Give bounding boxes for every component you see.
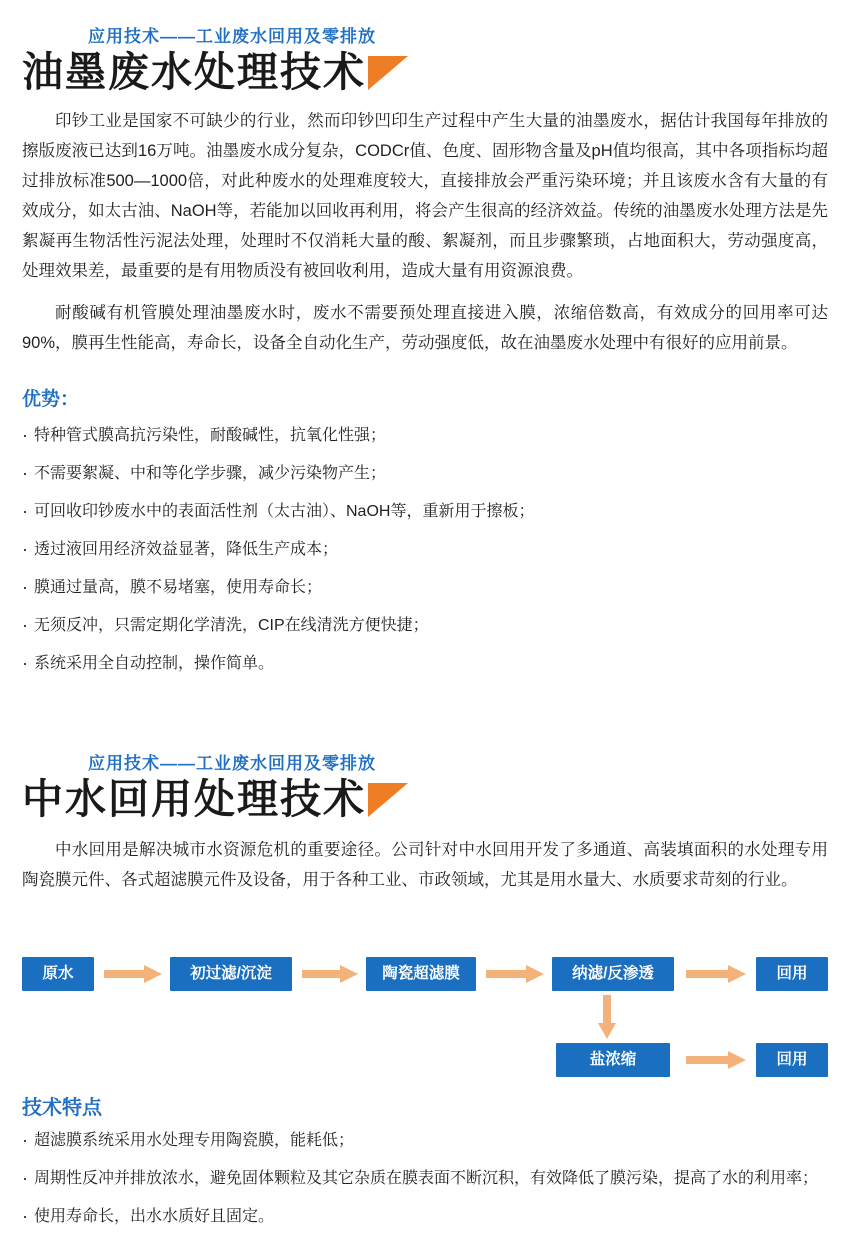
flow-arrow-icon	[104, 965, 162, 983]
advantages-heading: 优势：	[22, 389, 80, 411]
flow-node-reuse-2: 回用	[756, 1043, 828, 1077]
triangle-accent-icon	[368, 783, 408, 817]
flow-arrow-icon	[486, 965, 544, 983]
list-item: · 周期性反冲并排放浓水，避免固体颗粒及其它杂质在膜表面不断沉积，有效降低了膜污染，提高了水的利用率；	[22, 1160, 828, 1198]
flow-node-raw-water: 原水	[22, 957, 94, 991]
page-title: 油墨废水处理技术	[22, 49, 366, 95]
flow-node-ceramic-uf: 陶瓷超滤膜	[366, 957, 476, 991]
list-item: · 超滤膜系统采用水处理专用陶瓷膜，能耗低；	[22, 1122, 828, 1160]
list-item: · 使用寿命长，出水水质好且固定。	[22, 1198, 828, 1236]
triangle-accent-icon	[368, 56, 408, 90]
section-body	[22, 106, 828, 358]
flow-arrow-icon	[302, 965, 358, 983]
flow-arrow-down-icon	[598, 995, 616, 1013]
list-item: · 可回收印钞废水中的表面活性剂（太古油）、NaOH等，重新用于擦板；	[22, 493, 828, 531]
paragraph: 中水回用是解决城市水资源危机的重要途径。公司针对中水回用开发了多通道、高装填面积的水处理专用陶瓷膜元件、各式超滤膜元件及设备，用于各种工业、市政领域，尤其是用水量大、水质要求苛刻的行业。	[22, 841, 828, 890]
section-title-row	[22, 51, 850, 94]
section-reclaimed-water	[0, 727, 850, 1236]
section-body	[22, 835, 828, 895]
list-item: · 透过液回用经济效益显著，降低生产成本；	[22, 531, 828, 569]
list-item: · 系统采用全自动控制，操作简单。	[22, 645, 828, 683]
features-heading: 技术特点	[22, 1097, 102, 1120]
page-title: 中水回用处理技术	[22, 776, 366, 823]
list-item: · 不需要絮凝、中和等化学步骤，减少污染物产生；	[22, 455, 828, 493]
flow-node-reuse-1: 回用	[756, 957, 828, 991]
process-flow-diagram	[0, 921, 850, 1081]
features-list	[0, 1122, 850, 1236]
paragraph: 耐酸碱有机管膜处理油墨废水时，废水不需要预处理直接进入膜，浓缩倍数高，有效成分的回用率可达90%，膜再生性能高，寿命长，设备全自动化生产，劳动强度低，故在油墨废水处理中有很好的应用前景。	[22, 304, 828, 353]
flow-node-nf-ro: 纳滤/反渗透	[552, 957, 674, 991]
section-title-row	[22, 778, 850, 821]
flow-node-salt-concentration: 盐浓缩	[556, 1043, 670, 1077]
list-item: · 无须反冲，只需定期化学清洗，CIP在线清洗方便快捷；	[22, 607, 828, 645]
section-eyebrow: 应用技术——工业废水回用及零排放	[88, 27, 376, 46]
section-eyebrow: 应用技术——工业废水回用及零排放	[88, 754, 376, 774]
flow-arrow-icon	[686, 1051, 746, 1069]
list-item: · 膜通过量高，膜不易堵塞，使用寿命长；	[22, 569, 828, 607]
flow-node-prefilter: 初过滤/沉淀	[170, 957, 292, 991]
list-item: · 特种管式膜高抗污染性，耐酸碱性，抗氧化性强；	[22, 417, 828, 455]
paragraph: 印钞工业是国家不可缺少的行业，然而印钞凹印生产过程中产生大量的油墨废水，据估计我国每年排放的擦版废液已达到16万吨。油墨废水成分复杂，CODCr值、色度、固形物含量及pH值均很高，其中各项指标均超过排放标准500—1000倍，对此种废水的处理难度较大，直接排放会严重污染环境；并且该废水含有大量的有效成分，如太古油、NaOH等，若能加以回收再利用，将会产生很高的经济效益。传统的油墨废水处理方法是先絮凝再生物活性污泥法处理，处理时不仅消耗大量的酸、絮凝剂，而且步骤繁琐，占地面积大，劳动强度高，处理效果差，最重要的是有用物质没有被回收利用，造成大量有用资源浪费。	[22, 112, 828, 281]
advantages-list	[0, 417, 850, 683]
flow-arrow-icon	[686, 965, 746, 983]
